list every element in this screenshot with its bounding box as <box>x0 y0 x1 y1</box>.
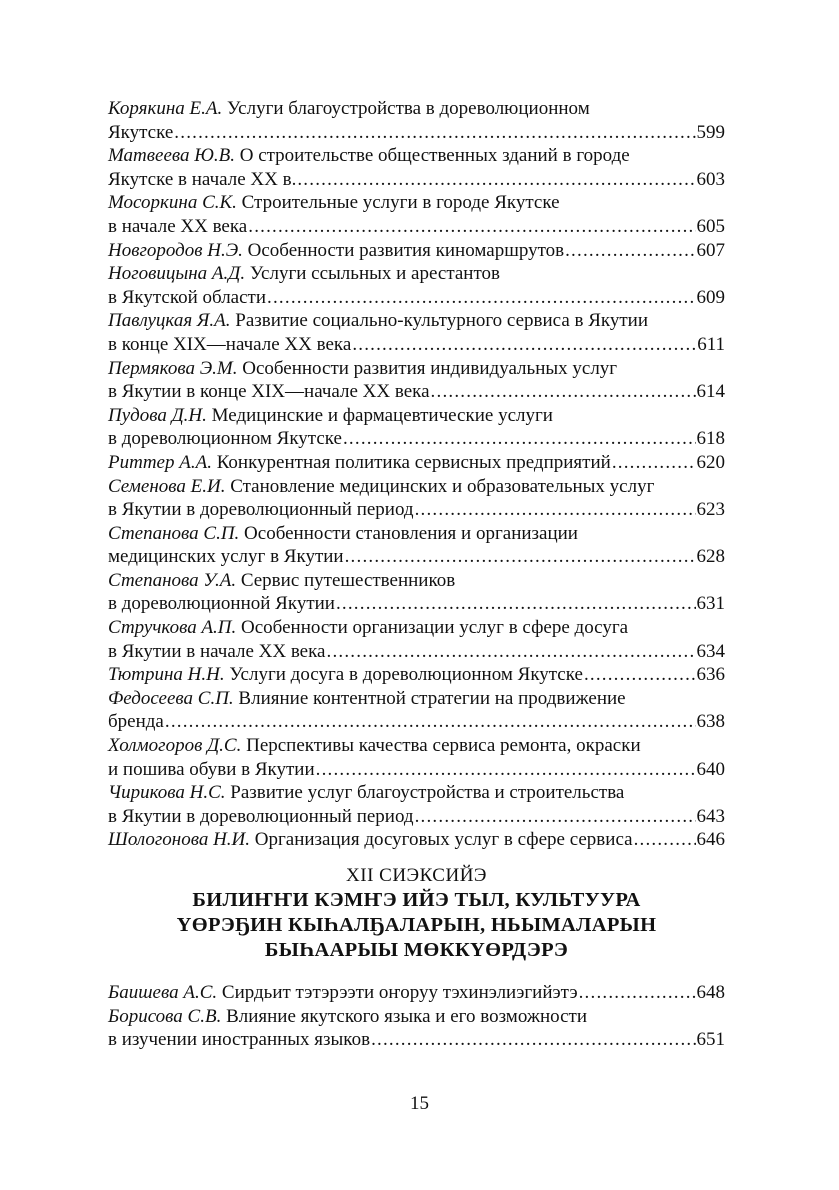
entry-author: Федосеева С.П. <box>108 687 234 709</box>
dot-leader <box>248 215 695 239</box>
dot-leader <box>584 663 696 687</box>
entry-title-text: Услуги ссыльных и арестантов <box>249 263 500 285</box>
entry-title-text: О строительстве общественных зданий в городе <box>239 145 630 167</box>
entry-title-line <box>108 1005 725 1029</box>
entry-page-number: 628 <box>696 546 725 568</box>
entry-author: Новгородов Н.Э. <box>108 239 243 261</box>
entry-page-number: 634 <box>696 640 725 662</box>
entry-last-line-text <box>108 168 296 192</box>
entry-title-line <box>108 262 725 286</box>
entry-title-text: в начале XX века <box>108 215 248 237</box>
entry-last-line-text <box>108 640 326 664</box>
section-number: XII СИЭКСИЙЭ <box>346 865 487 886</box>
entry-title-text: Особенности развития индивидуальных услуг <box>242 357 618 379</box>
toc-entry <box>108 475 725 522</box>
entry-last-line <box>108 333 725 357</box>
entry-last-line <box>108 215 725 239</box>
entry-page-number: 618 <box>696 428 725 450</box>
entry-title-text: Особенности становления и организации <box>244 522 578 544</box>
dot-leader <box>267 286 695 310</box>
entry-author: Матвеева Ю.В. <box>108 145 235 167</box>
toc-entry <box>108 522 725 569</box>
entry-title-text: Медицинские и фармацевтические услуги <box>211 404 553 426</box>
entry-last-line <box>108 380 725 404</box>
entry-last-line <box>108 498 725 522</box>
entry-page-number: 609 <box>696 286 725 308</box>
entry-title-text: Сервис путешественников <box>240 569 456 591</box>
entry-last-line-text <box>108 981 578 1005</box>
entry-title-text: Строительные услуги в городе Якутске <box>241 192 560 214</box>
entry-last-line <box>108 451 725 475</box>
toc-list-top <box>108 97 725 852</box>
entry-last-line <box>108 640 725 664</box>
entry-page-number: 607 <box>696 239 725 261</box>
entry-title-line <box>108 404 725 428</box>
entry-last-line-text <box>108 451 611 475</box>
entry-last-line-text <box>108 805 414 829</box>
toc-entry <box>108 687 725 734</box>
toc-entry <box>108 404 725 451</box>
entry-author: Павлуцкая Я.А. <box>108 310 231 332</box>
page-number: 15 <box>410 1093 429 1114</box>
entry-last-line-text <box>108 427 342 451</box>
dot-leader <box>297 168 695 192</box>
toc-entry <box>108 191 725 238</box>
section-heading <box>108 864 725 963</box>
entry-title-text: Конкурентная политика сервисных предприятий <box>216 451 611 473</box>
entry-last-line <box>108 286 725 310</box>
entry-page-number: 611 <box>697 333 725 355</box>
entry-author: Пермякова Э.М. <box>108 357 238 379</box>
dot-leader <box>345 545 696 569</box>
toc-entry <box>108 734 725 781</box>
entry-last-line <box>108 545 725 569</box>
entry-title-text: Сирдьит тэтэрээти оҥоруу тэхинэлиэгийэтэ <box>221 982 578 1003</box>
entry-page-number: 640 <box>696 758 725 780</box>
entry-title-text: в Якутии в начале XX века <box>108 640 326 662</box>
entry-title-text: Становление медицинских и образовательных услуг <box>230 475 655 497</box>
dot-leader <box>343 427 696 451</box>
entry-last-line <box>108 981 725 1005</box>
toc-entry <box>108 262 725 309</box>
entry-title-text: и пошива обуви в Якутии <box>108 758 315 780</box>
entry-last-line <box>108 805 725 829</box>
toc-entry <box>108 981 725 1005</box>
entry-page-number: 623 <box>696 499 725 521</box>
toc-list-bottom <box>108 981 725 1052</box>
entry-author: Ноговицына А.Д. <box>108 263 246 285</box>
entry-last-line-text <box>108 1028 370 1052</box>
entry-title-text: в изучении иностранных языков <box>108 1029 371 1051</box>
dot-leader <box>336 592 696 616</box>
table-of-contents <box>108 97 725 1052</box>
entry-title-text: в Якутии в дореволюционный период <box>108 805 414 827</box>
toc-entry <box>108 616 725 663</box>
entry-page-number: 638 <box>696 711 725 733</box>
entry-page-number: 643 <box>696 805 725 827</box>
dot-leader <box>634 828 696 852</box>
toc-entry <box>108 828 725 852</box>
entry-last-line-text <box>108 215 247 239</box>
entry-title-text: в Якутии в конце XIX—начале XX века <box>108 381 430 403</box>
entry-title-line <box>108 522 725 546</box>
dot-leader <box>316 758 696 782</box>
entry-last-line <box>108 168 725 192</box>
entry-page-number: 614 <box>696 381 725 403</box>
entry-title-line <box>108 616 725 640</box>
entry-author: Холмогоров Д.С. <box>108 735 242 757</box>
entry-last-line <box>108 427 725 451</box>
dot-leader <box>415 805 696 829</box>
entry-last-line-text <box>108 286 266 310</box>
entry-page-number: 651 <box>696 1029 725 1051</box>
entry-page-number: 631 <box>696 593 725 615</box>
section-title-line: БИЛИҤҤИ КЭМҤЭ ИЙЭ ТЫЛ, КУЛЬТУУРА <box>192 889 641 911</box>
entry-author: Борисова С.В. <box>108 1005 222 1027</box>
dot-leader <box>327 640 696 664</box>
entry-title-text: Влияние якутского языка и его возможности <box>226 1005 588 1027</box>
entry-title-text: медицинских услуг в Якутии <box>108 546 344 568</box>
toc-entry <box>108 569 725 616</box>
entry-page-number: 620 <box>696 451 725 473</box>
entry-last-line-text <box>108 710 164 734</box>
entry-title-text: Особенности развития киномаршрутов <box>247 239 565 261</box>
entry-title-line <box>108 569 725 593</box>
dot-leader <box>352 333 696 357</box>
entry-last-line <box>108 758 725 782</box>
entry-title-text: в дореволюционной Якутии <box>108 593 335 615</box>
entry-title-line <box>108 475 725 499</box>
toc-entry <box>108 663 725 687</box>
toc-entry <box>108 239 725 263</box>
entry-author: Степанова У.А. <box>108 569 237 591</box>
entry-last-line <box>108 828 725 852</box>
dot-leader <box>565 239 695 263</box>
entry-last-line <box>108 663 725 687</box>
entry-title-text: Особенности организации услуг в сфере досуга <box>241 617 629 639</box>
entry-author: Стручкова А.П. <box>108 617 237 639</box>
entry-title-text: Услуги благоустройства в дореволюционном <box>227 98 590 119</box>
dot-leader <box>371 1028 695 1052</box>
entry-page-number: 636 <box>696 664 725 686</box>
entry-title-line <box>108 144 725 168</box>
entry-title-line <box>108 357 725 381</box>
entry-title-line <box>108 309 725 333</box>
toc-entry <box>108 97 725 144</box>
toc-entry <box>108 1005 725 1052</box>
entry-last-line-text <box>108 498 414 522</box>
entry-author: Степанова С.П. <box>108 522 240 544</box>
entry-last-line-text <box>108 380 430 404</box>
entry-title-text: в Якутии в дореволюционный период <box>108 499 414 521</box>
entry-last-line-text <box>108 239 564 263</box>
entry-page-number: 648 <box>696 982 725 1003</box>
entry-title-text: в дореволюционном Якутске <box>108 428 342 450</box>
entry-title-text: в Якутской области <box>108 286 267 308</box>
entry-author: Семенова Е.И. <box>108 475 226 497</box>
entry-last-line <box>108 239 725 263</box>
entry-title-text: Организация досуговых услуг в сфере сервиса <box>254 829 633 851</box>
entry-page-number: 603 <box>696 168 725 190</box>
entry-title-line <box>108 781 725 805</box>
entry-page-number: 605 <box>696 215 725 237</box>
dot-leader <box>415 498 696 522</box>
toc-entry <box>108 781 725 828</box>
entry-title-text: Якутске <box>108 121 174 143</box>
dot-leader <box>431 380 696 404</box>
entry-title-text: в конце XIX—начале XX века <box>108 333 352 355</box>
entry-author: Риттер А.А. <box>108 451 212 473</box>
section-title-line: ҮӨРЭҔИН КЫҺАЛҔАЛАРЫН, НЬЫМАЛАРЫН <box>176 914 657 936</box>
entry-last-line-text <box>108 663 583 687</box>
entry-author: Чирикова Н.С. <box>108 782 226 804</box>
toc-entry <box>108 144 725 191</box>
entry-author: Тютрина Н.Н. <box>108 664 225 686</box>
entry-author: Шологонова Н.И. <box>108 829 251 851</box>
toc-entry <box>108 309 725 356</box>
dot-leader <box>579 981 696 1005</box>
entry-title-text: Якутске в начале XX в. <box>108 168 297 190</box>
entry-title-text: Перспективы качества сервиса ремонта, окраски <box>246 735 641 757</box>
entry-title-line <box>108 97 725 121</box>
entry-title-line <box>108 687 725 711</box>
entry-last-line <box>108 592 725 616</box>
entry-last-line-text <box>108 545 344 569</box>
entry-last-line-text <box>108 758 315 782</box>
dot-leader <box>174 121 695 145</box>
entry-last-line-text <box>108 333 351 357</box>
toc-entry <box>108 451 725 475</box>
entry-title-line <box>108 734 725 758</box>
entry-title-text: Влияние контентной стратегии на продвижение <box>238 687 626 709</box>
entry-last-line-text <box>108 828 633 852</box>
section-title-line: БЫҺААРЫЫ МӨККҮӨРДЭРЭ <box>264 939 569 961</box>
entry-page-number: 646 <box>696 829 725 851</box>
entry-last-line <box>108 121 725 145</box>
entry-title-text: бренда <box>108 711 164 733</box>
toc-entry <box>108 357 725 404</box>
entry-last-line <box>108 1028 725 1052</box>
dot-leader <box>612 451 696 475</box>
entry-author: Пудова Д.Н. <box>108 404 207 426</box>
dot-leader <box>165 710 696 734</box>
entry-page-number: 599 <box>696 121 725 143</box>
entry-title-line <box>108 191 725 215</box>
entry-author: Мосоркина С.К. <box>108 192 237 214</box>
entry-title-text: Услуги досуга в дореволюционном Якутске <box>229 664 583 686</box>
entry-author: Баишева А.С. <box>108 982 218 1003</box>
entry-last-line <box>108 710 725 734</box>
entry-author: Корякина Е.А. <box>108 98 223 119</box>
entry-last-line-text <box>108 592 335 616</box>
entry-title-text: Развитие социально-культурного сервиса в Якутии <box>235 310 649 332</box>
entry-last-line-text <box>108 121 173 145</box>
entry-title-text: Развитие услуг благоустройства и строительства <box>230 782 625 804</box>
